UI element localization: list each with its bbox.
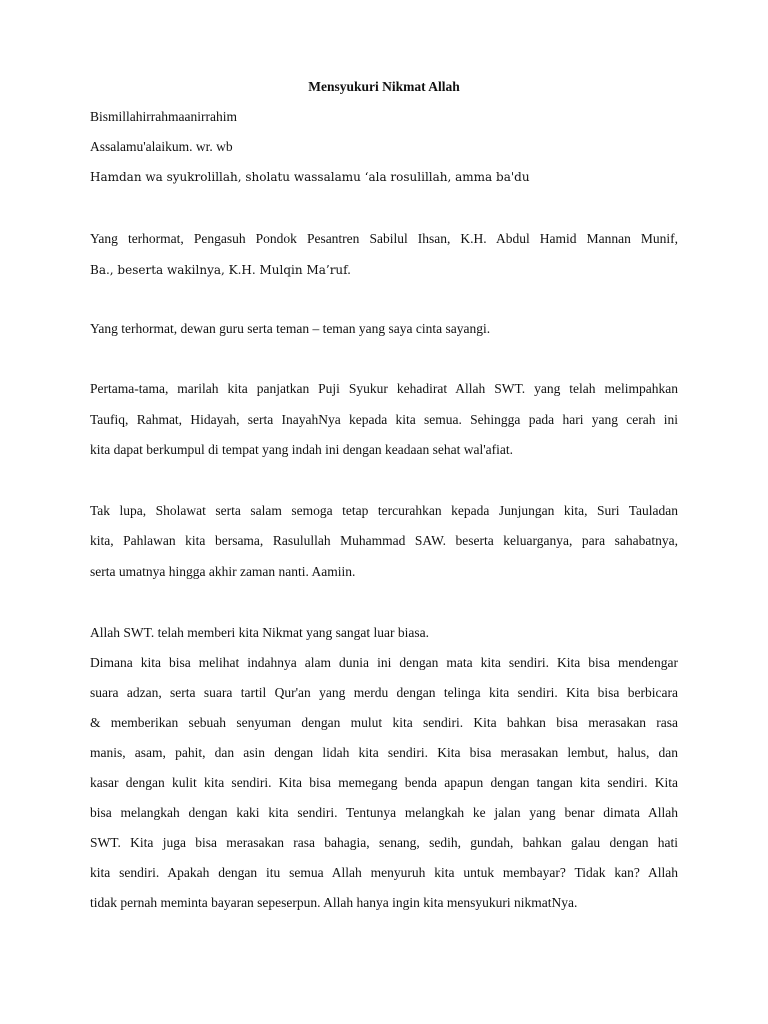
paragraph-line: Dimana kita bisa melihat indahnya alam dunia ini dengan mata kita sendiri. Kita bisa mendengar [90,655,678,670]
paragraph-line: suara adzan, serta suara tartil Qur'an yang merdu dengan telinga kita sendiri. Kita bisa berbicara [90,685,678,700]
paragraph-line: kasar dengan kulit kita sendiri. Kita bisa memegang benda apapun dengan tangan kita sendiri. Kita [90,775,678,790]
paragraph-line: kita, Pahlawan kita bersama, Rasulullah Muhammad SAW. beserta keluarganya, para sahabatnya, [90,533,678,548]
paragraph-line: SWT. Kita juga bisa merasakan rasa bahagia, senang, sedih, gundah, bahkan galau dengan hati [90,835,678,850]
greeting-line: Ba., beserta wakilnya, K.H. Mulqin Ma’ruf. [90,263,351,277]
paragraph-line: Tak lupa, Sholawat serta salam semoga tetap tercurahkan kepada Junjungan kita, Suri Tauladan [90,503,678,518]
greeting-teachers-line: Yang terhormat, dewan guru serta teman – teman yang saya cinta sayangi. [90,321,491,336]
opening-line-salam: Assalamu'alaikum. wr. wb [90,139,233,154]
document-title: Mensyukuri Nikmat Allah [308,79,460,94]
opening-line-bismillah: Bismillahirrahmaanirrahim [90,109,237,124]
paragraph-line: & memberikan sebuah senyuman dengan mulut kita sendiri. Kita bahkan bisa merasakan rasa [90,715,678,730]
paragraph-line: bisa melangkah dengan kaki kita sendiri. Tentunya melangkah ke jalan yang benar dimata Allah [90,805,678,820]
paragraph-line: Allah SWT. telah memberi kita Nikmat yang sangat luar biasa. [90,625,430,640]
paragraph-line: tidak pernah meminta bayaran sepeserpun. Allah hanya ingin kita mensyukuri nikmatNya. [90,895,578,910]
paragraph-line: kita dapat berkumpul di tempat yang indah ini dengan keadaan sehat wal'afiat. [90,442,514,457]
greeting-line: Yang terhormat, Pengasuh Pondok Pesantren Sabilul Ihsan, K.H. Abdul Hamid Mannan Munif, [90,231,678,246]
paragraph-line: Taufiq, Rahmat, Hidayah, serta InayahNya kepada kita semua. Sehingga pada hari yang cerah ini [90,412,678,427]
paragraph-line: manis, asam, pahit, dan asin dengan lidah kita sendiri. Kita bisa merasakan lembut, halus, dan [90,745,678,760]
paragraph-line: serta umatnya hingga akhir zaman nanti. Aamiin. [90,564,356,579]
paragraph-line: kita sendiri. Apakah dengan itu semua Allah menyuruh kita untuk membayar? Tidak kan? Allah [90,865,678,880]
opening-line-hamdan: Hamdan wa syukrolillah, sholatu wassalamu ‘ala rosulillah, amma ba'du [90,170,530,184]
paragraph-line: Pertama-tama, marilah kita panjatkan Puji Syukur kehadirat Allah SWT. yang telah melimpahkan [90,381,678,396]
